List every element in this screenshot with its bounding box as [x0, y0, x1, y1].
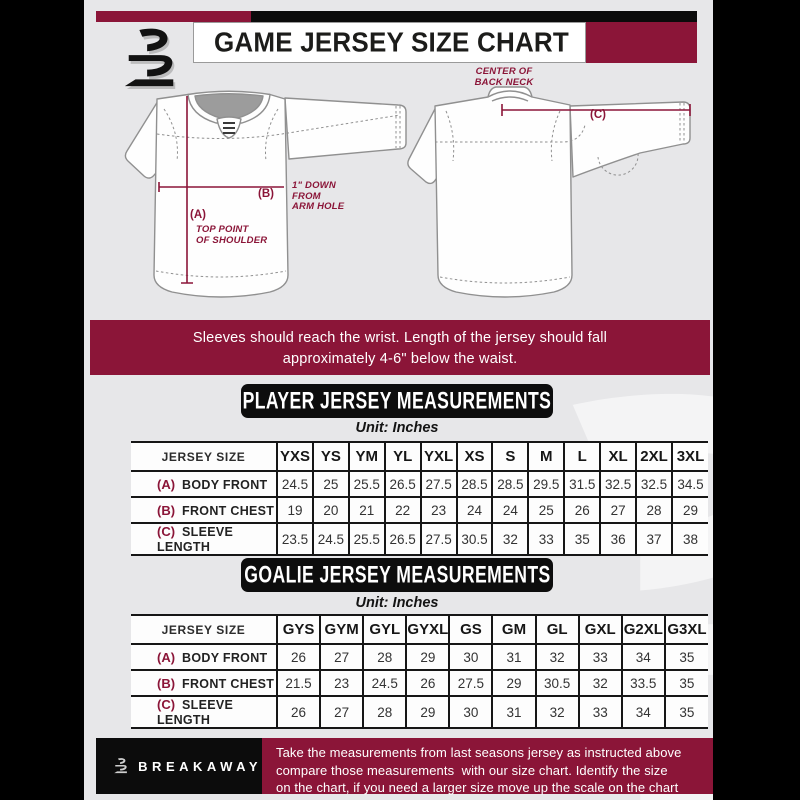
size-col-header: YS [313, 442, 349, 471]
measurement-cell: 38 [672, 523, 708, 555]
size-col-header: XS [457, 442, 493, 471]
front-right-sleeve [285, 98, 406, 159]
row-label: FRONT CHEST [182, 503, 275, 518]
table-row [131, 471, 708, 497]
measurement-cell: 27 [320, 696, 363, 728]
label-c: (C) [590, 109, 606, 121]
measurement-cell: 31 [492, 696, 535, 728]
measurement-cell: 21 [349, 497, 385, 523]
label-b: (B) [258, 188, 274, 200]
measurement-cell: 29 [406, 696, 449, 728]
text-line: TOP POINT [196, 224, 249, 235]
measurement-row-label [131, 523, 277, 555]
goalie-section-heading [241, 558, 553, 592]
table-row [131, 497, 708, 523]
row-label: SLEEVE LENGTH [157, 525, 234, 554]
row-key: (A) [157, 476, 176, 492]
measurement-cell: 35 [665, 644, 708, 670]
measurement-cell: 27.5 [421, 471, 457, 497]
table-row [131, 670, 708, 696]
size-col-header: G2XL [622, 615, 665, 644]
size-col-header: XL [600, 442, 636, 471]
measurement-cell: 30 [449, 644, 492, 670]
measurement-cell: 29 [406, 644, 449, 670]
measurement-cell: 27 [320, 644, 363, 670]
player-heading-text: PLAYER JERSEY MEASUREMENTS [242, 386, 552, 414]
text-line: ARM HOLE [292, 201, 345, 212]
measurement-cell: 19 [277, 497, 313, 523]
text-line: approximately 4-6" below the waist. [282, 351, 518, 367]
table-corner-header: JERSEY SIZE [131, 442, 277, 471]
back-body [435, 87, 572, 297]
measurement-cell: 27.5 [421, 523, 457, 555]
measurement-cell: 25 [313, 471, 349, 497]
measurement-cell: 29.5 [528, 471, 564, 497]
size-col-header: GYL [363, 615, 406, 644]
size-col-header: GS [449, 615, 492, 644]
measurement-cell: 34.5 [672, 471, 708, 497]
measurement-cell: 37 [636, 523, 672, 555]
goalie-heading-text: GOALIE JERSEY MEASUREMENTS [243, 560, 551, 588]
measurement-row-label [131, 670, 277, 696]
row-label: BODY FRONT [182, 477, 268, 492]
measurement-cell: 32 [579, 670, 622, 696]
label-a: (A) [190, 209, 206, 221]
measurement-cell: 26 [406, 670, 449, 696]
text-line: CENTER OF [475, 66, 533, 77]
measurement-cell: 28 [363, 644, 406, 670]
size-col-header: GYM [320, 615, 363, 644]
measurement-cell: 26 [277, 644, 320, 670]
measurement-cell: 26.5 [385, 523, 421, 555]
title-accent-block [586, 22, 697, 63]
measurement-cell: 29 [492, 670, 535, 696]
table-row [131, 644, 708, 670]
row-key: (A) [157, 649, 176, 665]
measurement-cell: 28.5 [457, 471, 493, 497]
player-unit-label: Unit: Inches [355, 420, 439, 436]
measurement-cell: 31.5 [564, 471, 600, 497]
player-section-heading [241, 384, 553, 418]
player-size-table [131, 441, 708, 556]
note-top-point [196, 225, 267, 246]
row-key: (B) [157, 502, 176, 518]
measurement-cell: 33 [579, 644, 622, 670]
table-corner-header: JERSEY SIZE [131, 615, 277, 644]
jersey-diagram [84, 65, 713, 317]
measurement-cell: 32.5 [636, 471, 672, 497]
text-line: Sleeves should reach the wrist. Length of the jersey should fall [192, 330, 608, 346]
footer-brand-name: BREAKAWAY [138, 758, 262, 774]
row-key: (C) [157, 524, 176, 539]
size-col-header: L [564, 442, 600, 471]
goalie-size-table [131, 614, 708, 729]
text-line: 1" DOWN [292, 180, 336, 191]
row-label: FRONT CHEST [182, 676, 275, 691]
measurement-cell: 35 [665, 670, 708, 696]
text-line: on the chart, if you need a larger size move up the scale on the chart [276, 780, 679, 795]
table-row [131, 523, 708, 555]
measurement-cell: 28.5 [492, 471, 528, 497]
measurement-cell: 33 [579, 696, 622, 728]
measurement-cell: 24 [492, 497, 528, 523]
measurement-cell: 32 [536, 696, 579, 728]
size-col-header: YXS [277, 442, 313, 471]
header-accent-strip [96, 11, 251, 22]
measurement-cell: 30 [449, 696, 492, 728]
measurement-cell: 35 [564, 523, 600, 555]
measurement-cell: 25.5 [349, 523, 385, 555]
sleeve-instruction-banner [90, 320, 710, 375]
measurement-cell: 26.5 [385, 471, 421, 497]
measurement-cell: 33.5 [622, 670, 665, 696]
jersey-illustrations [84, 65, 713, 317]
size-col-header: GM [492, 615, 535, 644]
measurement-cell: 36 [600, 523, 636, 555]
measurement-cell: 20 [313, 497, 349, 523]
measurement-cell: 25 [528, 497, 564, 523]
back-right-sleeve [570, 102, 690, 177]
page-title: GAME JERSEY SIZE CHART [214, 26, 569, 58]
measurement-cell: 23 [320, 670, 363, 696]
measurement-cell: 32.5 [600, 471, 636, 497]
table-row [131, 696, 708, 728]
size-col-header: 2XL [636, 442, 672, 471]
measurement-cell: 35 [665, 696, 708, 728]
measurement-row-label [131, 644, 277, 670]
size-col-header: GYXL [406, 615, 449, 644]
footer-instructions [262, 738, 713, 794]
header-black-strip [251, 11, 697, 22]
measurement-cell: 31 [492, 644, 535, 670]
measurement-cell: 32 [536, 644, 579, 670]
text-line: OF SHOULDER [196, 234, 268, 246]
measurement-cell: 23.5 [277, 523, 313, 555]
measurement-cell: 29 [672, 497, 708, 523]
size-col-header: YL [385, 442, 421, 471]
measurement-cell: 21.5 [277, 670, 320, 696]
measurement-row-label [131, 696, 277, 728]
measurement-cell: 24 [457, 497, 493, 523]
breakaway-footer-logo-icon [114, 749, 128, 783]
text-line: BACK NECK [474, 76, 534, 88]
measurement-cell: 24.5 [313, 523, 349, 555]
size-col-header: 3XL [672, 442, 708, 471]
measurement-cell: 27 [600, 497, 636, 523]
row-label: BODY FRONT [182, 650, 268, 665]
size-col-header: GL [536, 615, 579, 644]
measurement-cell: 30.5 [536, 670, 579, 696]
measurement-cell: 33 [528, 523, 564, 555]
size-col-header: S [492, 442, 528, 471]
size-col-header: GYS [277, 615, 320, 644]
row-label: SLEEVE LENGTH [157, 698, 234, 727]
measurement-cell: 30.5 [457, 523, 493, 555]
measurement-cell: 28 [363, 696, 406, 728]
measurement-cell: 23 [421, 497, 457, 523]
measurement-row-label [131, 471, 277, 497]
size-col-header: YM [349, 442, 385, 471]
size-col-header: G3XL [665, 615, 708, 644]
size-col-header: M [528, 442, 564, 471]
measurement-cell: 28 [636, 497, 672, 523]
title-bar [193, 22, 586, 63]
measurement-cell: 27.5 [449, 670, 492, 696]
row-key: (C) [157, 697, 176, 712]
note-center-of-back-neck [436, 67, 572, 88]
measurement-cell: 26 [564, 497, 600, 523]
text-line: compare those measurements with our size chart. Identify the size [276, 762, 668, 778]
text-line: FROM [292, 190, 321, 202]
size-col-header: GXL [579, 615, 622, 644]
measurement-cell: 22 [385, 497, 421, 523]
text-line: Take the measurements from last seasons jersey as instructed above [276, 745, 682, 760]
size-col-header: YXL [421, 442, 457, 471]
content-area [84, 0, 713, 800]
measurement-cell: 25.5 [349, 471, 385, 497]
measurement-cell: 24.5 [277, 471, 313, 497]
measurement-cell: 34 [622, 644, 665, 670]
measurement-cell: 24.5 [363, 670, 406, 696]
goalie-unit-label: Unit: Inches [355, 595, 439, 611]
measurement-row-label [131, 497, 277, 523]
note-arm-hole [292, 181, 344, 213]
footer-brand-block [96, 738, 262, 794]
measurement-cell: 32 [492, 523, 528, 555]
measurement-cell: 34 [622, 696, 665, 728]
measurement-cell: 26 [277, 696, 320, 728]
row-key: (B) [157, 675, 176, 691]
